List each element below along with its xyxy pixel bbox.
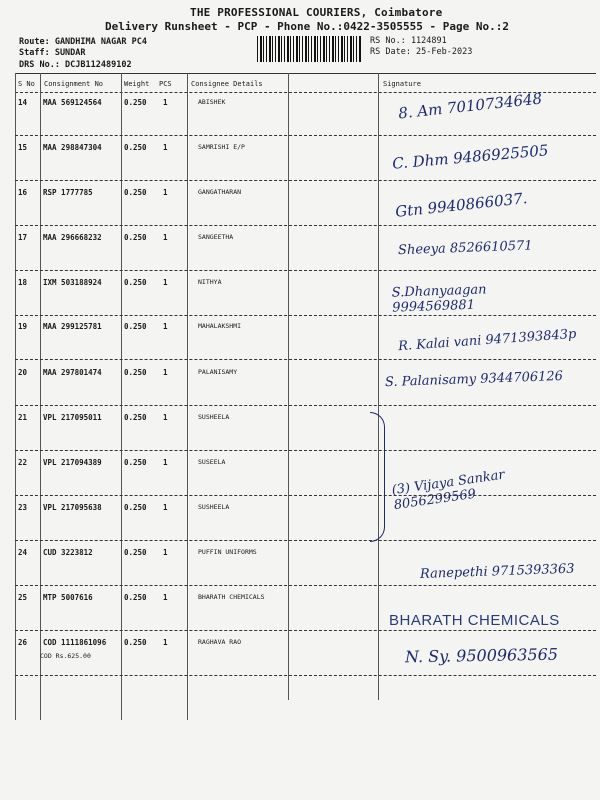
staff-label: Staff: SUNDAR [19,48,86,58]
col-header-weight: Weight [124,80,150,88]
row-divider [15,675,596,676]
col-header-pcs: PCS [159,80,172,88]
row-divider [15,225,596,226]
weight-cell: 0.250 [124,593,147,602]
pcs-cell: 1 [163,188,168,197]
col-header-signature: Signature [383,80,421,88]
col-divider [378,73,379,700]
weight-cell: 0.250 [124,188,147,197]
signature-row-17: Sheeya 8526610571 [397,238,533,259]
col-divider [15,73,16,720]
row-divider [15,359,596,360]
consignment-cell: MAA 299125781 [43,322,102,331]
consignee-cell: GANGATHARAN [198,188,242,196]
sno-cell: 14 [18,98,28,107]
consignment-cell: COD 1111861096 [43,638,107,647]
consignee-cell: ABISHEK [198,98,226,106]
pcs-cell: 1 [163,233,168,242]
pcs-cell: 1 [163,458,168,467]
route-label: Route: GANDHIMA NAGAR PC4 [19,37,147,47]
sno-cell: 18 [18,278,28,287]
signature-row-16: Gtn 9940866037. [394,189,529,221]
col-divider [187,73,188,720]
pcs-cell: 1 [163,548,168,557]
pcs-cell: 1 [163,503,168,512]
company-title: THE PROFESSIONAL COURIERS, Coimbatore [190,6,443,19]
consignment-cell: MAA 569124564 [43,98,102,107]
col-divider [40,73,41,720]
consignment-cell: VPL 217094389 [43,458,102,467]
row-divider [15,135,596,136]
table-top-border [15,73,596,74]
consignee-cell: SUSHEELA [198,503,230,511]
pcs-cell: 1 [163,143,168,152]
consignment-cell: VPL 217095638 [43,503,102,512]
consignee-cell: PALANISAMY [198,368,238,376]
sno-cell: 24 [18,548,28,557]
drs-number: DRS No.: DCJB112489102 [19,60,132,70]
row-divider [15,450,596,451]
weight-cell: 0.250 [124,503,147,512]
weight-cell: 0.250 [124,458,147,467]
sno-cell: 20 [18,368,28,377]
sno-cell: 17 [18,233,28,242]
row-divider [15,405,596,406]
rs-number: RS No.: 1124891 [370,36,447,46]
signature-row-26: N. Sy. 9500963565 [404,644,559,667]
col-divider [288,73,289,700]
weight-cell: 0.250 [124,368,147,377]
sno-cell: 19 [18,322,28,331]
weight-cell: 0.250 [124,413,147,422]
weight-cell: 0.250 [124,548,147,557]
row-divider [15,270,596,271]
consignee-cell: SAMRISHI E/P [198,143,245,151]
signature-row-20: S. Palanisamy 9344706126 [384,368,564,391]
pcs-cell: 1 [163,368,168,377]
signature-row-18: S.Dhanyaagan 9994569881 [391,282,487,316]
weight-cell: 0.250 [124,278,147,287]
row-divider [15,180,596,181]
row-divider [15,540,596,541]
cod-amount-note: COD Rs.625.00 [40,652,91,660]
col-header-sno: S No [18,80,35,88]
consignment-cell: MTP 5007616 [43,593,93,602]
weight-cell: 0.250 [124,322,147,331]
weight-cell: 0.250 [124,638,147,647]
company-stamp: BHARATH CHEMICALS [389,612,560,629]
sno-cell: 26 [18,638,28,647]
rs-date: RS Date: 25-Feb-2023 [370,47,473,57]
weight-cell: 0.250 [124,143,147,152]
pcs-cell: 1 [163,322,168,331]
consignment-cell: MAA 297801474 [43,368,102,377]
consignee-cell: RAGHAVA RAO [198,638,242,646]
signature-row-14: 8. Am 7010734648 [397,89,543,123]
consignment-cell: VPL 217095011 [43,413,102,422]
consignee-cell: PUFFIN UNIFORMS [198,548,257,556]
consignee-cell: SUSEELA [198,458,226,466]
sno-cell: 22 [18,458,28,467]
sno-cell: 21 [18,413,28,422]
pcs-cell: 1 [163,638,168,647]
consignment-cell: RSP 1777785 [43,188,93,197]
consignment-cell: IXM 503188924 [43,278,102,287]
pcs-cell: 1 [163,593,168,602]
consignment-cell: MAA 298847304 [43,143,102,152]
bracket-rows-21-23 [370,412,385,542]
row-divider [15,315,596,316]
weight-cell: 0.250 [124,98,147,107]
col-header-consignment: Consignment No [44,80,104,88]
signature-row-19: R. Kalai vani 9471393843p [397,326,577,355]
consignee-cell: NITHYA [198,278,222,286]
consignee-cell: SUSHEELA [198,413,230,421]
row-divider [15,585,596,586]
sno-cell: 25 [18,593,28,602]
consignee-cell: BHARATH CHEMICALS [198,593,265,601]
pcs-cell: 1 [163,98,168,107]
weight-cell: 0.250 [124,233,147,242]
row-divider [15,630,596,631]
consignee-cell: SANGEETHA [198,233,234,241]
signature-row-15: C. Dhm 9486925505 [391,141,550,173]
consignee-cell: MAHALAKSHMI [198,322,242,330]
runsheet-title: Delivery Runsheet - PCP - Phone No.:0422-3505555 - Page No.:2 [105,20,509,33]
pcs-cell: 1 [163,413,168,422]
consignment-cell: MAA 296668232 [43,233,102,242]
sno-cell: 23 [18,503,28,512]
pcs-cell: 1 [163,278,168,287]
sno-cell: 15 [18,143,28,152]
col-divider [121,73,122,720]
sno-cell: 16 [18,188,28,197]
signature-row-24: Ranepethi 9715393363 [419,561,575,582]
barcode [257,36,361,62]
signature-rows-21-23: (3) Vijaya Sankar 8056299569 [390,467,506,514]
col-header-consignee: Consignee Details [191,80,263,88]
consignment-cell: CUD 3223812 [43,548,93,557]
